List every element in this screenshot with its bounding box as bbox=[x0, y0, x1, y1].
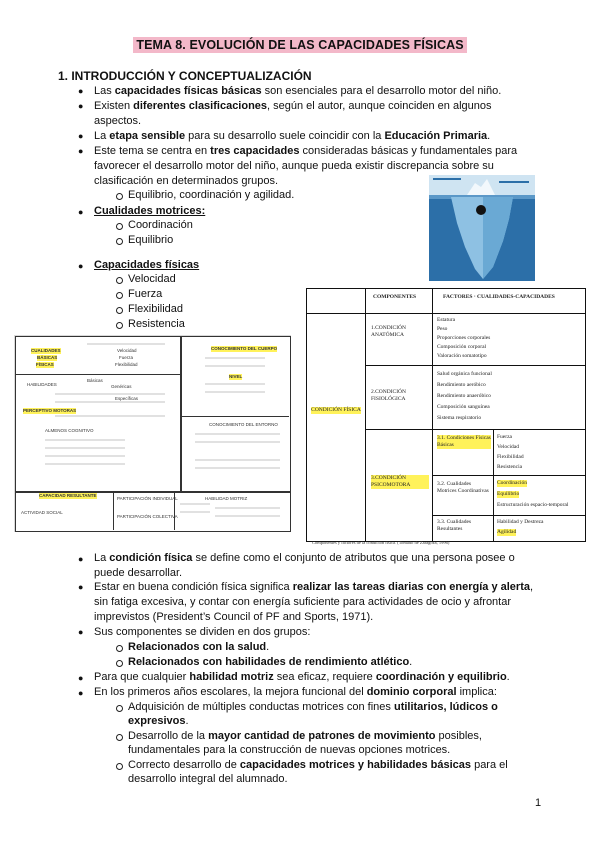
motrices-label: Cualidades motrices: bbox=[94, 205, 206, 217]
circle-bullet-icon bbox=[116, 193, 123, 200]
table-cell: Rendimiento anaeróbico bbox=[437, 393, 491, 399]
iceberg-icon bbox=[429, 175, 535, 281]
circle-bullet-icon bbox=[116, 292, 123, 299]
circle-bullet-icon bbox=[116, 660, 123, 667]
cond-bullet-2-cont: sin fatiga excesiva, y contar con energía suficiente para actividades de ocio y afrontar bbox=[94, 596, 512, 608]
table-group-label: CONDICIÓN FÍSICA bbox=[311, 407, 361, 413]
circle-bullet-icon bbox=[116, 705, 123, 712]
scheme-label: PARTICIPACIÓN INDIVIDUAL bbox=[117, 496, 178, 501]
cond-bullet-2: Estar en buena condición física significa realizar las tareas diarias con energía y alerta, bbox=[94, 581, 534, 593]
cond-sub-3: Adquisición de múltiples conductas motrices con fines utilitarios, lúdicos o bbox=[128, 701, 498, 713]
circle-bullet-icon bbox=[116, 307, 123, 314]
fisicas-label: Capacidades físicas bbox=[94, 259, 200, 271]
table-subgroup: 3.1. Condiciones Físicas Básicas bbox=[437, 435, 491, 448]
cond-sub-4: Desarrollo de la mayor cantidad de patrones de movimiento posibles, bbox=[128, 730, 482, 742]
fisicas-item: Flexibilidad bbox=[128, 303, 184, 315]
scheme-label: Específicas bbox=[115, 396, 139, 401]
cond-sub-4-cont: fundamentales para la construcción de nuevas opciones motrices. bbox=[128, 744, 451, 756]
table-cell: Agilidad bbox=[497, 529, 517, 535]
scheme-label: Básicas bbox=[87, 378, 103, 383]
table-cell: Proporciones corporales bbox=[437, 335, 491, 341]
fisicas-item: Velocidad bbox=[128, 273, 176, 285]
motrices-item: Equilibrio bbox=[128, 234, 174, 246]
bullet-icon: ● bbox=[78, 261, 84, 271]
scheme-label: BÁSICAS bbox=[37, 355, 58, 360]
table-cell: Rendimiento aeróbico bbox=[437, 382, 486, 388]
table-line bbox=[365, 365, 585, 366]
table-line bbox=[432, 475, 585, 476]
table-cell: Flexibilidad bbox=[497, 454, 524, 460]
table-row-label: 1.CONDICIÓN ANATÓMICA bbox=[371, 325, 406, 338]
condition-table bbox=[306, 288, 586, 542]
scheme-label: CONOCIMIENTO DEL CUERPO bbox=[211, 346, 278, 351]
table-cell: Resistencia bbox=[497, 464, 523, 470]
cond-bullet-2-cont2: imprevistos (President’s Council of PF and Sports, 1971). bbox=[94, 611, 374, 623]
bullet-icon: ● bbox=[78, 131, 84, 141]
page-number: 1 bbox=[535, 797, 542, 809]
intro-sub-item: Equilibrio, coordinación y agilidad. bbox=[128, 189, 295, 201]
motrices-item: Coordinación bbox=[128, 219, 193, 231]
page-title: TEMA 8. EVOLUCIÓN DE LAS CAPACIDADES FÍSICAS bbox=[0, 36, 600, 54]
bullet-icon: ● bbox=[78, 627, 84, 637]
bullet-icon: ● bbox=[78, 207, 84, 217]
circle-bullet-icon bbox=[116, 238, 123, 245]
table-cell: Salud orgánica funcional bbox=[437, 371, 492, 377]
circle-bullet-icon bbox=[116, 322, 123, 329]
scheme-label: ALMENOS COGNITIVO bbox=[45, 428, 94, 433]
scheme-label: CUALIDADES bbox=[31, 348, 61, 353]
section-heading: 1. INTRODUCCIÓN Y CONCEPTUALIZACIÓN bbox=[58, 69, 312, 83]
bullet-icon: ● bbox=[78, 101, 84, 111]
table-cell: Estructuración espacio-temporal bbox=[497, 502, 569, 508]
table-cell: Velocidad bbox=[497, 444, 519, 450]
table-cell: Habilidad y Destreza bbox=[497, 519, 544, 525]
table-header: FACTORES · CUALIDADES-CAPACIDADES bbox=[443, 294, 555, 300]
table-line bbox=[307, 313, 585, 314]
bullet-icon: ● bbox=[78, 554, 84, 564]
iceberg-image bbox=[429, 175, 535, 281]
table-line bbox=[365, 429, 585, 430]
cond-bullet-3: Sus componentes se dividen en dos grupos: bbox=[94, 626, 311, 638]
table-line bbox=[432, 289, 433, 541]
table-cell: Peso bbox=[437, 326, 448, 332]
scheme-label: PARTICIPACIÓN COLECTIVA bbox=[117, 514, 178, 519]
intro-bullet-4: Este tema se centra en tres capacidades consideradas básicas y fundamentales para bbox=[94, 145, 518, 157]
table-cell: Coordinación bbox=[497, 480, 527, 486]
table-cell: Fuerza bbox=[497, 434, 512, 440]
table-row-label: 3.CONDICIÓN PSICOMOTORA bbox=[371, 475, 429, 489]
fisicas-item: Resistencia bbox=[128, 318, 185, 330]
cond-bullet-5: En los primeros años escolares, la mejora funcional del dominio corporal implica: bbox=[94, 686, 497, 698]
intro-bullet-3: La etapa sensible para su desarrollo suele coincidir con la Educación Primaria. bbox=[94, 130, 491, 142]
cond-bullet-1: La condición física se define como el conjunto de atributos que una persona posee o bbox=[94, 552, 515, 564]
intro-bullet-1: Las capacidades físicas básicas son esenciales para el desarrollo motor del niño. bbox=[94, 85, 502, 97]
bullet-icon: ● bbox=[78, 582, 84, 592]
scheme-lines bbox=[15, 336, 290, 531]
scheme-label: ACTIVIDAD SOCIAL bbox=[21, 510, 63, 515]
table-cell: Valoración somatotipo bbox=[437, 353, 487, 359]
circle-bullet-icon bbox=[116, 763, 123, 770]
scheme-label: CONOCIMIENTO DEL ENTORNO bbox=[209, 422, 278, 427]
scheme-label: HABILIDADES bbox=[27, 382, 57, 387]
table-cell: Composición corporal bbox=[437, 344, 487, 350]
scheme-label: Fuerza bbox=[119, 355, 134, 360]
bullet-icon: ● bbox=[78, 146, 84, 156]
cond-sub-5: Correcto desarrollo de capacidades motrices y habilidades básicas para el bbox=[128, 759, 508, 771]
intro-bullet-2: Existen diferentes clasificaciones, según el autor, aunque coinciden en algunos bbox=[94, 100, 492, 112]
fisicas-item: Fuerza bbox=[128, 288, 163, 300]
cond-sub-1: Relacionados con la salud. bbox=[128, 641, 270, 653]
circle-bullet-icon bbox=[116, 223, 123, 230]
cond-bullet-4: Para que cualquier habilidad motriz sea eficaz, requiere coordinación y equilibrio. bbox=[94, 671, 510, 683]
table-line bbox=[365, 289, 366, 541]
scheme-label: FÍSICAS bbox=[36, 362, 54, 367]
scheme-label: Genéricas bbox=[111, 384, 132, 389]
intro-bullet-4-cont2: clasificación en determinados grupos. bbox=[94, 175, 279, 187]
table-caption: Componentes y factores de la condición física. (Tomado de Zaragoza, 1996) bbox=[312, 540, 450, 545]
intro-bullet-4-cont: favorecer el desarrollo motor del niño, aunque pueda existir discrepancia sobre su bbox=[94, 160, 494, 172]
cond-bullet-1-cont: puede desarrollar. bbox=[94, 567, 183, 579]
scheme-label: Velocidad bbox=[117, 348, 137, 353]
cond-sub-5-cont: desarrollo integral del alumnado. bbox=[128, 773, 288, 785]
skills-scheme-image bbox=[14, 335, 291, 532]
bullet-icon: ● bbox=[78, 673, 84, 683]
scheme-label: HABILIDAD MOTRIZ bbox=[205, 496, 248, 501]
cond-sub-3-cont: expresivos. bbox=[128, 715, 189, 727]
intro-bullet-2-cont: aspectos. bbox=[94, 115, 142, 127]
table-cell: Equilibrio bbox=[497, 491, 520, 497]
table-subgroup: 3.2. Cualidades Motrices Coordinativas bbox=[437, 481, 489, 494]
table-subgroup: 3.3. Cualidades Resultantes bbox=[437, 519, 472, 532]
table-header: COMPONENTES bbox=[373, 294, 417, 300]
scheme-label: NIVEL bbox=[229, 374, 243, 379]
table-cell: Composición sanguínea bbox=[437, 404, 490, 410]
table-line bbox=[493, 429, 494, 541]
scheme-label: PERCEPTIVO MOTORAS bbox=[23, 408, 77, 413]
bullet-icon: ● bbox=[78, 86, 84, 96]
table-cell: Estatura bbox=[437, 317, 456, 323]
circle-bullet-icon bbox=[116, 645, 123, 652]
table-cell: Sistema respiratorio bbox=[437, 415, 482, 421]
table-line bbox=[432, 515, 585, 516]
scheme-label: CAPACIDAD RESULTANTE bbox=[39, 493, 97, 498]
table-row-label: 2.CONDICIÓN FISIOLÓGICA bbox=[371, 389, 406, 402]
circle-bullet-icon bbox=[116, 277, 123, 284]
circle-bullet-icon bbox=[116, 734, 123, 741]
bullet-icon: ● bbox=[78, 688, 84, 698]
cond-sub-2: Relacionados con habilidades de rendimiento atlético. bbox=[128, 656, 413, 668]
scheme-label: Flexibilidad bbox=[115, 362, 138, 367]
